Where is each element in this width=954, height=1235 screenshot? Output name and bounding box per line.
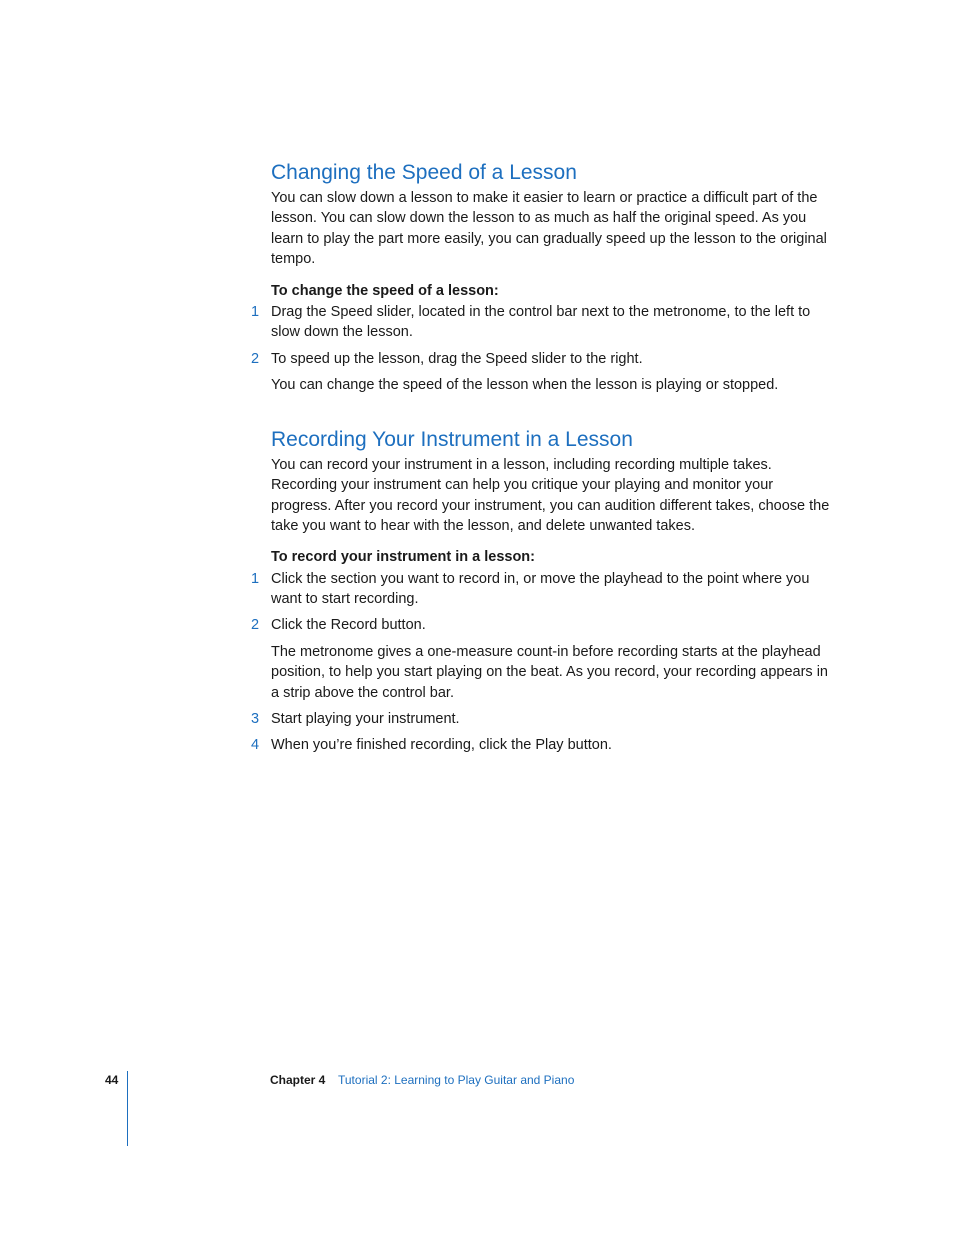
step-note: The metronome gives a one-measure count-in before recording starts at the playhead position, to help you start playing on the beat. As you record, your recording appears in a strip above the control bar. [271, 644, 828, 701]
step-text: When you’re finished recording, click the Play button. [271, 737, 612, 753]
procedure-title-speed: To change the speed of a lesson: [271, 283, 499, 299]
page-number: 44 [105, 1073, 119, 1087]
step-text: To speed up the lesson, drag the Speed slider to the right. [271, 351, 643, 367]
footer-chapter-title: Tutorial 2: Learning to Play Guitar and Piano [338, 1073, 575, 1087]
procedure-title-recording: To record your instrument in a lesson: [271, 549, 535, 565]
footer-divider [127, 1071, 128, 1146]
step-text: Start playing your instrument. [271, 711, 460, 727]
step-number: 2 [251, 617, 260, 633]
footer-chapter-label: Chapter 4 [270, 1073, 326, 1087]
step-text: Click the section you want to record in, or move the playhead to the point where you want to start recording. [271, 571, 810, 608]
step-number: 3 [251, 711, 260, 727]
step-number: 4 [251, 737, 260, 753]
step-number: 1 [251, 571, 260, 587]
step-text: Drag the Speed slider, located in the control bar next to the metronome, to the left to slow down the lesson. [271, 304, 811, 341]
step-number: 1 [251, 304, 260, 320]
section-heading-speed: Changing the Speed of a Lesson [271, 161, 577, 184]
step-note: You can change the speed of the lesson when the lesson is playing or stopped. [271, 377, 779, 393]
step-number: 2 [251, 351, 260, 367]
section-intro-speed: You can slow down a lesson to make it easier to learn or practice a difficult part of the lesson. You can slow down the lesson to as much as half the original speed. As you learn to play the part more easily, you can gradually speed up the lesson to the original tempo. [271, 190, 827, 268]
section-heading-recording: Recording Your Instrument in a Lesson [271, 428, 633, 451]
step-text: Click the Record button. [271, 617, 426, 633]
section-intro-recording: You can record your instrument in a lesson, including recording multiple takes. Recording your instrument can help you critique your playing and monitor your progress. After you record your instrument, you can audition different takes, choose the take you want to hear with the lesson, and delete unwanted takes. [271, 457, 830, 535]
